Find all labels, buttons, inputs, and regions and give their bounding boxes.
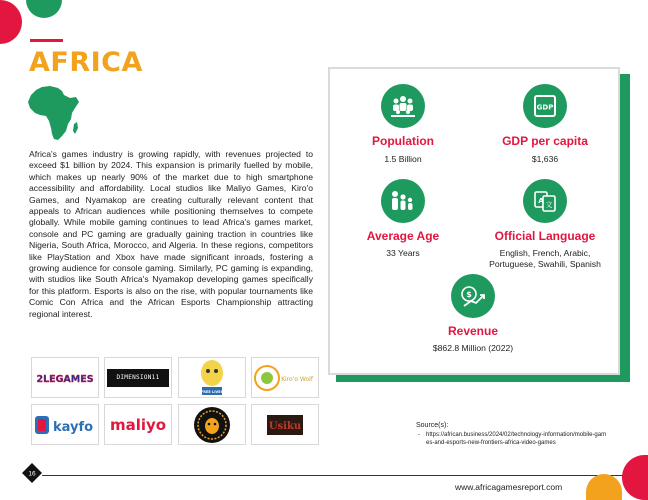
decorative-shape xyxy=(622,455,648,500)
logo-usiku-text: Usiku xyxy=(268,420,302,432)
svg-text:A: A xyxy=(538,197,544,205)
revenue-title: Revenue xyxy=(447,324,499,338)
source-item xyxy=(418,431,608,447)
source-label: Source(s): xyxy=(416,422,449,429)
language-value xyxy=(485,248,605,270)
revenue-value: $862.8 Million (2022) xyxy=(432,343,514,353)
intro-paragraph: Africa's games industry is growing rapidly, with revenues projected to exceed $1 billion by 2024. This expansion is primarily fuelled by mobile, which makes up nearly 90% of the market due to high smartphone accessibility and affordability. Local studios like Maliyo Games, Kiro'o Games, and Nyamakop are creating culturally relevant content that appeals to African audiences while positioning themselves to compete globally. While mobile gaming continues to lead Africa's games market, console and PC gaming are gradually gaining traction in countries like Nigeria, South Africa, Morocco, and Algeria. In these regions, competitors like PlayStation and Xbox have made significant inroads, fostering a growing audience for console gaming. Similarly, PC gaming is expanding, with studios like South Africa's Nyamakop developing games specifically for this platform. Esports is also on the rise, with popular tournaments like Comic Con Africa and the African Esports Championship attracting regional interest. xyxy=(29,149,313,319)
footer-divider xyxy=(42,475,628,476)
logo-kayfo xyxy=(31,404,99,445)
logo-maliyo-text: maliyo xyxy=(109,415,167,434)
language-icon xyxy=(523,179,567,223)
svg-text:$: $ xyxy=(466,290,472,299)
logo-nyamakop xyxy=(178,404,246,445)
svg-text:文: 文 xyxy=(545,201,553,209)
logo-usiku xyxy=(251,404,319,445)
gdp-title: GDP per capita xyxy=(502,134,588,148)
source-link[interactable]: https://african.business/2024/02/technology-information/mobile-games-and-esports-new-frontiers-africa-video-games xyxy=(426,432,607,446)
title-accent-line xyxy=(30,39,63,42)
logo-2legames xyxy=(31,357,99,398)
website-link[interactable]: www.africagamesreport.com xyxy=(455,482,563,492)
population-icon xyxy=(381,84,425,128)
logo-dimension11-text: DIMENSION11 xyxy=(116,374,160,381)
page-number-badge xyxy=(22,463,42,483)
population-title: Population xyxy=(372,134,434,148)
revenue-icon xyxy=(451,274,495,318)
logo-kiroo-text: Kiro'o Wolf xyxy=(281,375,313,383)
page-title: AFRICA xyxy=(29,47,143,78)
logo-2legames-text: 2LEGAMES xyxy=(36,373,94,385)
logo-maliyo xyxy=(104,404,172,445)
language-value-line2: Portuguese, Swahili, Spanish xyxy=(489,259,601,269)
logo-free-lives-text: FREE LIVES xyxy=(200,389,224,394)
language-title: Official Language xyxy=(494,229,596,243)
language-value-line1: English, French, Arabic, xyxy=(499,248,591,258)
logo-dimension11 xyxy=(104,357,172,398)
gdp-value: $1,636 xyxy=(531,154,559,164)
decorative-shape xyxy=(26,0,62,18)
page-number: 16 xyxy=(28,470,36,478)
logo-kiroo xyxy=(251,357,319,398)
average-age-title: Average Age xyxy=(366,229,440,243)
gdp-icon xyxy=(523,84,567,128)
average-age-value: 33 Years xyxy=(386,248,420,258)
africa-map-icon xyxy=(28,86,80,141)
gdp-icon-text: GDP xyxy=(536,103,554,112)
decorative-shape xyxy=(586,474,622,500)
population-value: 1.5 Billion xyxy=(384,154,422,164)
logo-kayfo-text: kayfo xyxy=(52,419,94,435)
logo-free-lives xyxy=(178,357,246,398)
decorative-shape xyxy=(0,0,22,44)
average-age-icon xyxy=(381,179,425,223)
source-bullet: - xyxy=(418,432,420,438)
